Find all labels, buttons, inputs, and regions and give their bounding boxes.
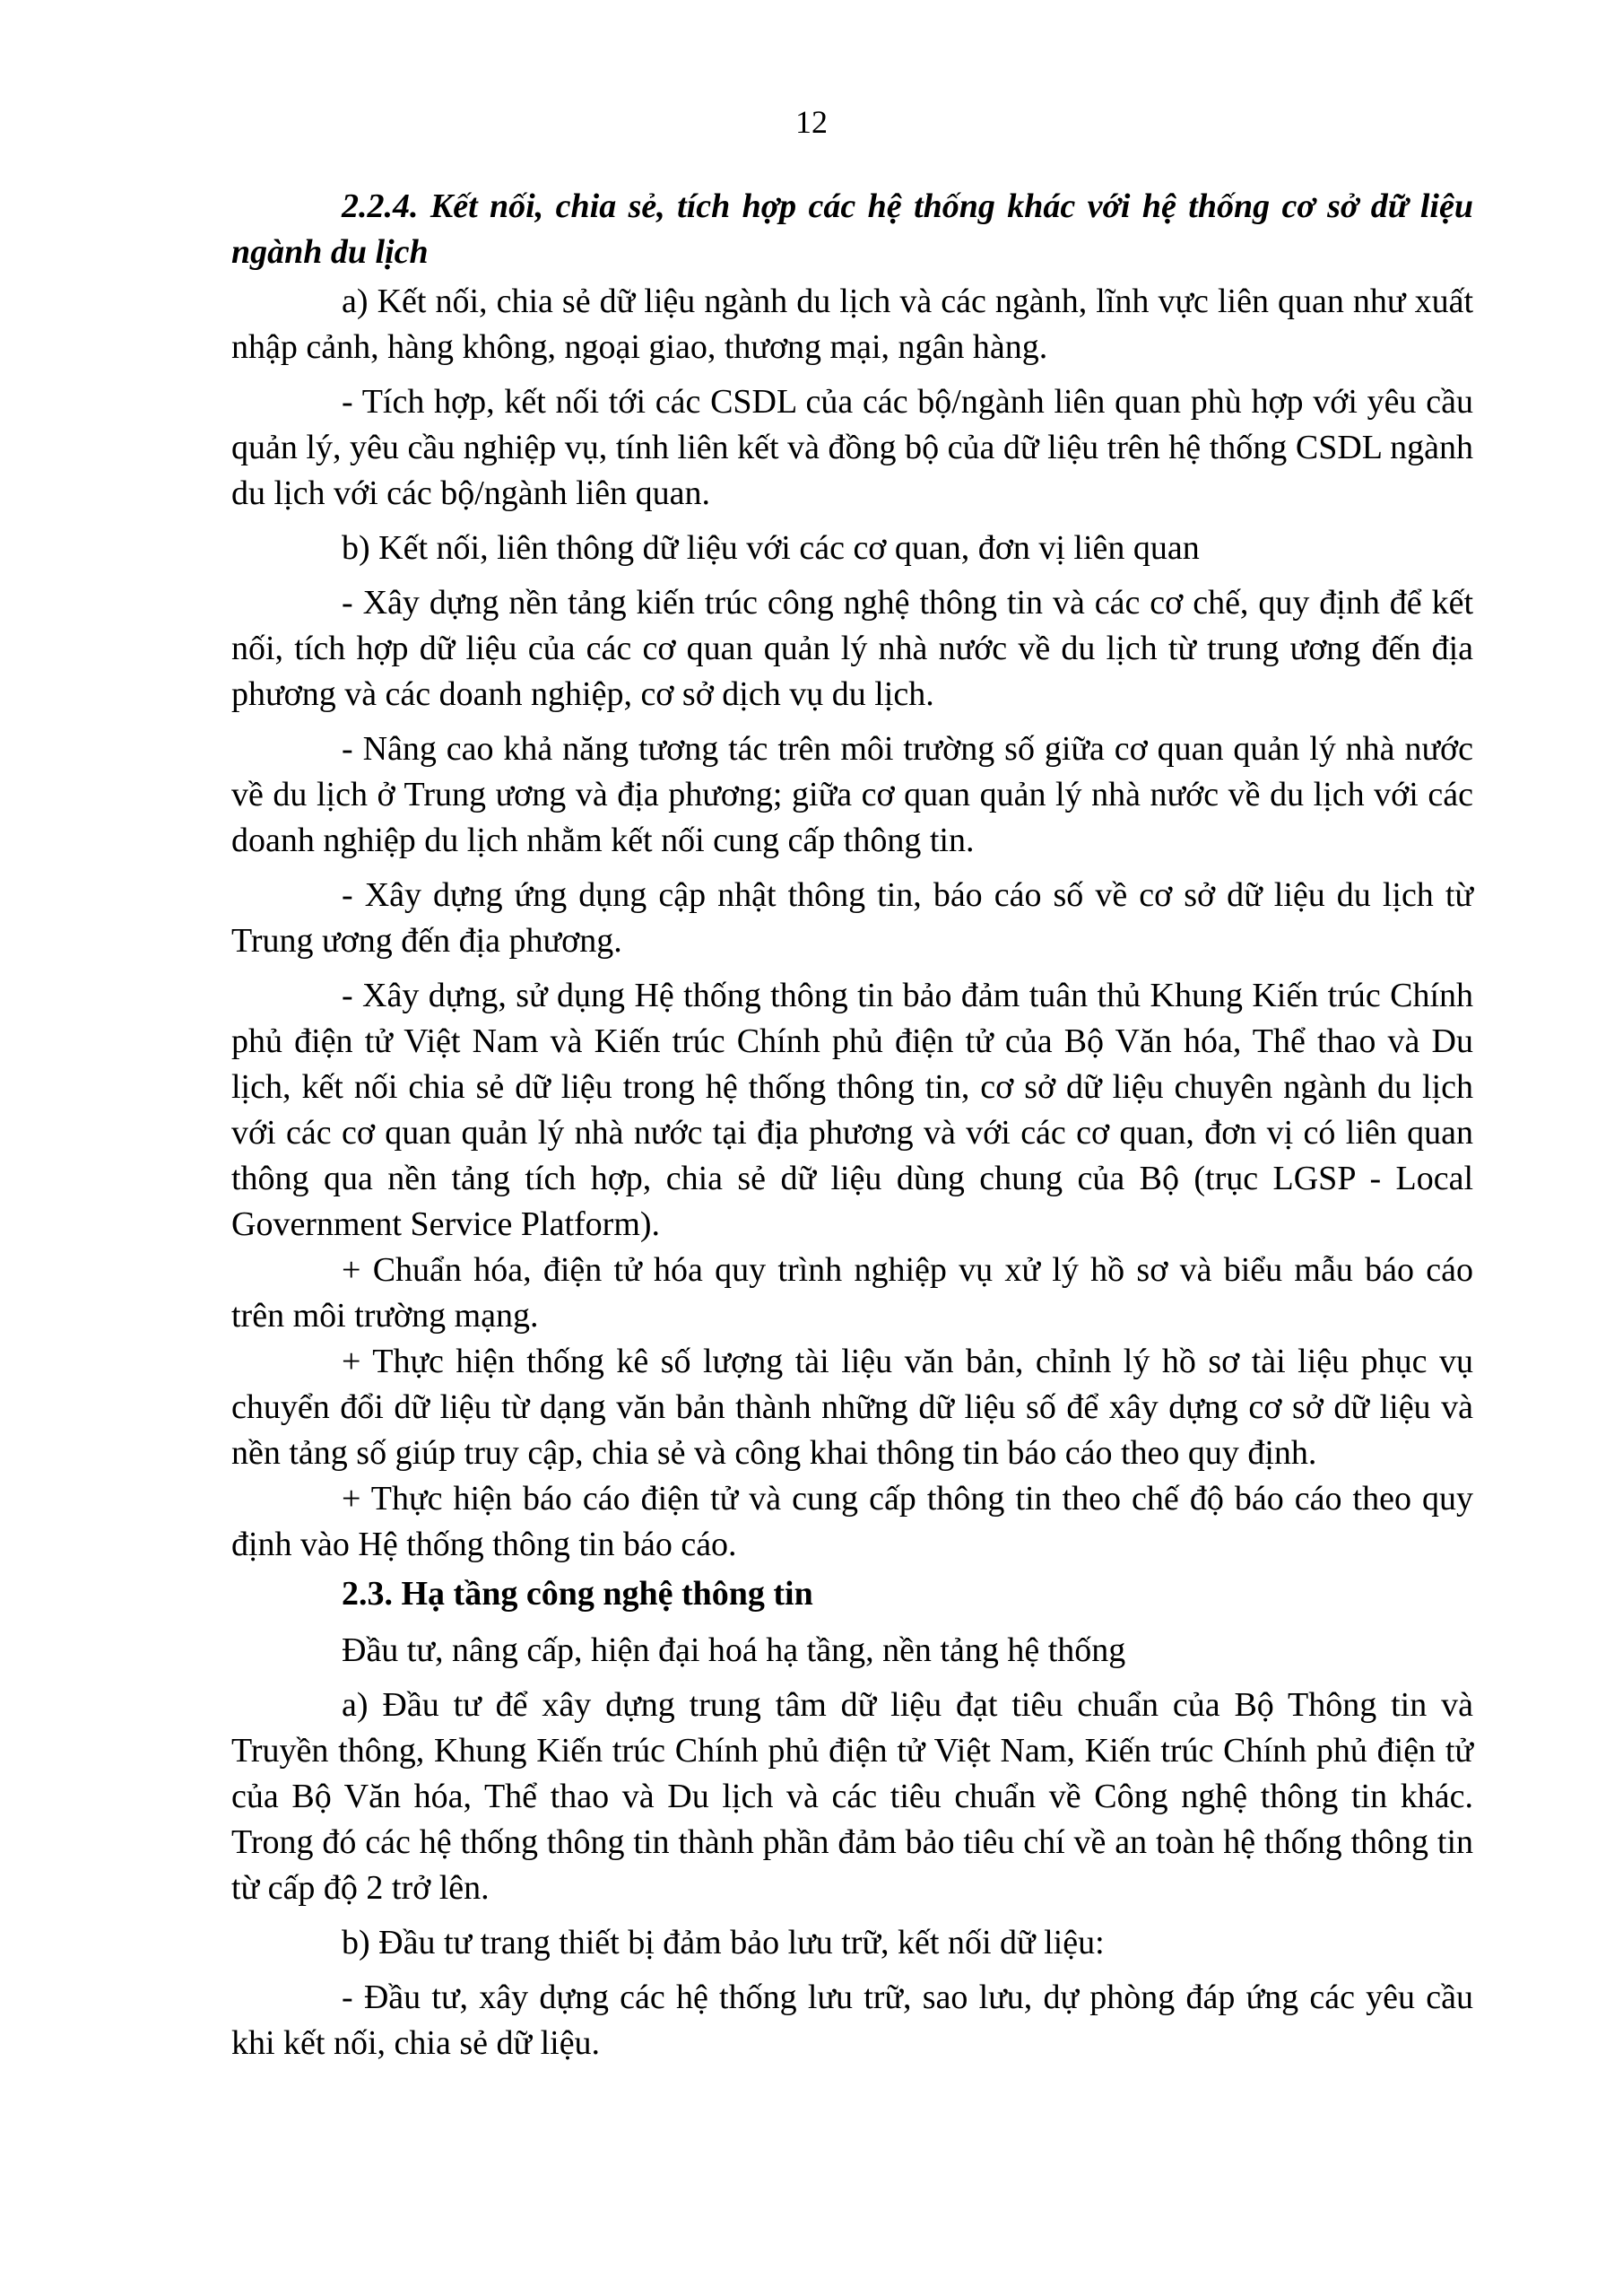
paragraph: - Đầu tư, xây dựng các hệ thống lưu trữ, sao lưu, dự phòng đáp ứng các yêu cầu khi kết nối, chia sẻ dữ liệu. <box>231 1979 1473 2062</box>
document-body <box>231 184 1473 2075</box>
paragraph: - Xây dựng, sử dụng Hệ thống thông tin bảo đảm tuân thủ Khung Kiến trúc Chính phủ điện tử Việt Nam và Kiến trúc Chính phủ điện tử của Bộ Văn hóa, Thể thao và Du lịch, kết nối chia sẻ dữ liệu trong hệ thống thông tin, cơ sở dữ liệu chuyên ngành du lịch với các cơ quan quản lý nhà nước tại địa phương và với các cơ quan, đơn vị có liên quan thông qua nền tảng tích hợp, chia sẻ dữ liệu dùng chung của Bộ (trục LGSP - Local Government Service Platform). <box>231 977 1473 1243</box>
paragraph: Đầu tư, nâng cấp, hiện đại hoá hạ tầng, nền tảng hệ thống <box>342 1631 1126 1669</box>
section-heading-2-2-4: 2.2.4. Kết nối, chia sẻ, tích hợp các hệ thống khác với hệ thống cơ sở dữ liệu ngành du lịch <box>231 187 1473 271</box>
paragraph: b) Kết nối, liên thông dữ liệu với các cơ quan, đơn vị liên quan <box>342 529 1200 567</box>
paragraph: - Xây dựng nền tảng kiến trúc công nghệ thông tin và các cơ chế, quy định để kết nối, tích hợp dữ liệu của các cơ quan quản lý nhà nước về du lịch từ trung ương đến địa phương và các doanh nghiệp, cơ sở dịch vụ du lịch. <box>231 584 1473 713</box>
paragraph: - Tích hợp, kết nối tới các CSDL của các bộ/ngành liên quan phù hợp với yêu cầu quản lý, yêu cầu nghiệp vụ, tính liên kết và đồng bộ của dữ liệu trên hệ thống CSDL ngành du lịch với các bộ/ngành liên quan. <box>231 383 1473 512</box>
paragraph: + Thực hiện báo cáo điện tử và cung cấp thông tin theo chế độ báo cáo theo quy định vào Hệ thống thông tin báo cáo. <box>231 1480 1473 1563</box>
paragraph: a) Đầu tư để xây dựng trung tâm dữ liệu đạt tiêu chuẩn của Bộ Thông tin và Truyền thông, Khung Kiến trúc Chính phủ điện tử Việt Nam, Kiến trúc Chính phủ điện tử của Bộ Văn hóa, Thể thao và Du lịch và các tiêu chuẩn về Công nghệ thông tin khác. Trong đó các hệ thống thông tin thành phần đảm bảo tiêu chí về an toàn hệ thống thông tin từ cấp độ 2 trở lên. <box>231 1686 1473 1907</box>
paragraph: - Nâng cao khả năng tương tác trên môi trường số giữa cơ quan quản lý nhà nước về du lịch ở Trung ương và địa phương; giữa cơ quan quản lý nhà nước về du lịch với các doanh nghiệp du lịch nhằm kết nối cung cấp thông tin. <box>231 730 1473 859</box>
page-number: 12 <box>795 104 828 140</box>
paragraph: + Thực hiện thống kê số lượng tài liệu văn bản, chỉnh lý hồ sơ tài liệu phục vụ chuyển đổi dữ liệu từ dạng văn bản thành những dữ liệu số để xây dựng cơ sở dữ liệu và nền tảng số giúp truy cập, chia sẻ và công khai thông tin báo cáo theo quy định. <box>231 1343 1473 1472</box>
paragraph: + Chuẩn hóa, điện tử hóa quy trình nghiệp vụ xử lý hồ sơ và biểu mẫu báo cáo trên môi trường mạng. <box>231 1251 1473 1335</box>
paragraph: a) Kết nối, chia sẻ dữ liệu ngành du lịch và các ngành, lĩnh vực liên quan như xuất nhập cảnh, hàng không, ngoại giao, thương mại, ngân hàng. <box>231 283 1473 366</box>
paragraph: b) Đầu tư trang thiết bị đảm bảo lưu trữ, kết nối dữ liệu: <box>342 1924 1105 1961</box>
section-heading-2-3: 2.3. Hạ tầng công nghệ thông tin <box>342 1575 813 1613</box>
paragraph: - Xây dựng ứng dụng cập nhật thông tin, báo cáo số về cơ sở dữ liệu du lịch từ Trung ương đến địa phương. <box>231 876 1473 960</box>
